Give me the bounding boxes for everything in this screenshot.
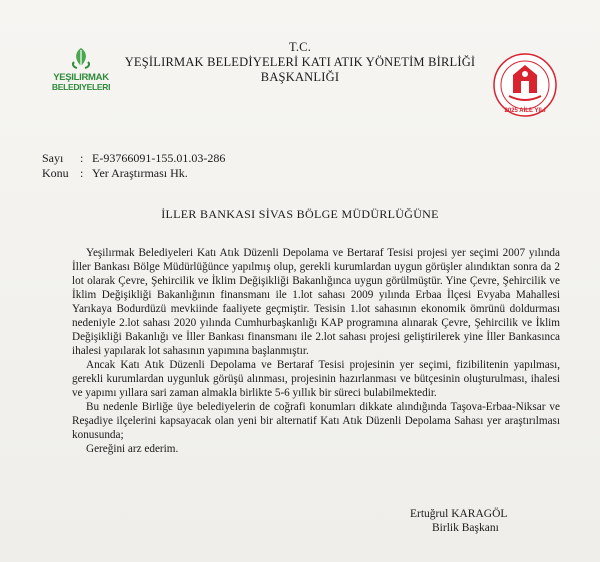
subject-line: Konu : Yer Araştırması Hk. [42, 166, 188, 180]
body-paragraph-3: Bu nedenle Birliğe üye belediyelerin de coğrafi konumları dikkate alındığında Taşova-Erbaa-Niksar ve Reşadiye ilçelerini kapsayacak olan yeni bir alternatif Katı Atık Düzenli Depolama Sahası yer araştırılması konusunda; [72, 401, 560, 441]
body-paragraph-1: Yeşilırmak Belediyeleri Katı Atık Düzenli Depolama ve Bertaraf Tesisi projesi yer seçimi 2007 yılında İller Bankası Bölge Müdürlüğünce yapılmış olup, gerekli kurumlardan uygun görüşler alındıktan sonra da 2 lot olarak Çevre, Şehircilik ve İklim Değişikliği Bakanlığınca uygun görülmüştür. Yine Çevre, Şehircilik ve İklim Değişikliği Bakanlığının finansmanı ile 1.lot sahası 2009 yılında Erbaa İlçesi Evyaba Mahallesi Yarıkaya Bodurdüzü mevkiinde faaliyete geçmiştir. Tesisin 1.lot sahasının ekonomik ömrünü doldurması nedeniyle 2.lot sahası 2020 yılında Cumhurbaşkanlığı KAP programına alınarak Çevre, Şehircilik ve İklim Değişikliği Bakanlığı ve İller Bankası finansmanı ile 2.lot sahası projesi geliştirilerek yine İller Bankasınca ihalesi yapılarak lot sahasının yapımına başlanmıştır. [72, 247, 560, 357]
header-tc: T.C. [288, 40, 312, 54]
signer-title: Birlik Başkanı [432, 522, 499, 534]
body-paragraph-2: Ancak Katı Atık Düzenli Depolama ve Bertaraf Tesisi projesinin yer seçimi, fizibilitenin yapılması, gerekli kurumlardan uygunluk görüşü alınması, projesinin hazırlanması ve bütçesinin oluşturulması, ihalesi ve yapımı yıllara sari zaman almakla birlikte 5-6 yıllık bir süreci bulabilmektedir. [72, 359, 560, 399]
signer-name: Ertuğrul KARAGÖL [410, 508, 508, 520]
letter-body [72, 246, 560, 456]
logo-text-line1: YEŞILIRMAK [53, 72, 109, 83]
header-presidency: BAŞKANLIĞI [260, 70, 340, 84]
konu-label: Konu [42, 166, 69, 180]
emblem-caption: 2025 AİLE YILI [504, 108, 546, 114]
signature-block [410, 507, 560, 535]
body-paragraph-4: Gereğini arz ederim. [86, 443, 179, 455]
reference-number: Sayı : E-93766091-155.01.03-286 [42, 151, 226, 165]
recipient-line: İLLER BANKASI SİVAS BÖLGE MÜDÜRLÜĞÜNE [161, 207, 439, 221]
logo-text-line2: BELEDIYELERI [51, 82, 111, 92]
konu-value: Yer Araştırması Hk. [92, 166, 188, 180]
sayi-label: Sayı [42, 151, 64, 165]
sayi-value: E-93766091-155.01.03-286 [92, 151, 226, 165]
header-organization: YEŞİLIRMAK BELEDİYELERİ KATI ATIK YÖNETİM BİRLİĞİ [124, 55, 476, 69]
family-year-emblem [492, 52, 558, 118]
